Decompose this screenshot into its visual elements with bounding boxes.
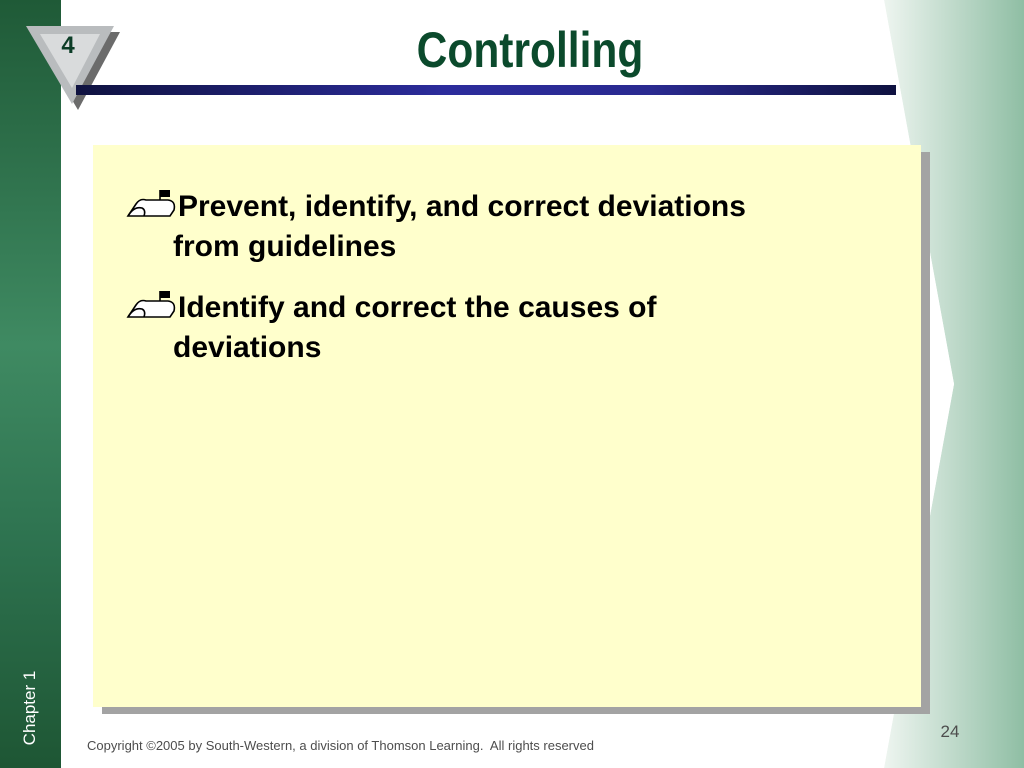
chapter-number: 4 [61,32,75,59]
bullet-text-line2: from guidelines [173,230,397,263]
bullet-item [126,187,846,267]
mailbox-flag-icon [126,188,178,220]
copyright-footer: Copyright ©2005 by South-Western, a division of Thomson Learning. All rights reserved [87,738,594,753]
mailbox-flag-icon [126,289,178,321]
bullet-text-line2: deviations [173,331,322,364]
chapter-label: Chapter 1 [20,670,39,746]
bullet-text-line1: Identify and correct the causes of [178,291,657,324]
bullet-item [126,288,846,368]
title-underline [76,85,896,95]
page-number: 24 [940,722,960,741]
bullet-text-line1: Prevent, identify, and correct deviations [178,190,746,223]
left-side-band [0,0,61,768]
slide-title: Controlling [416,22,644,78]
